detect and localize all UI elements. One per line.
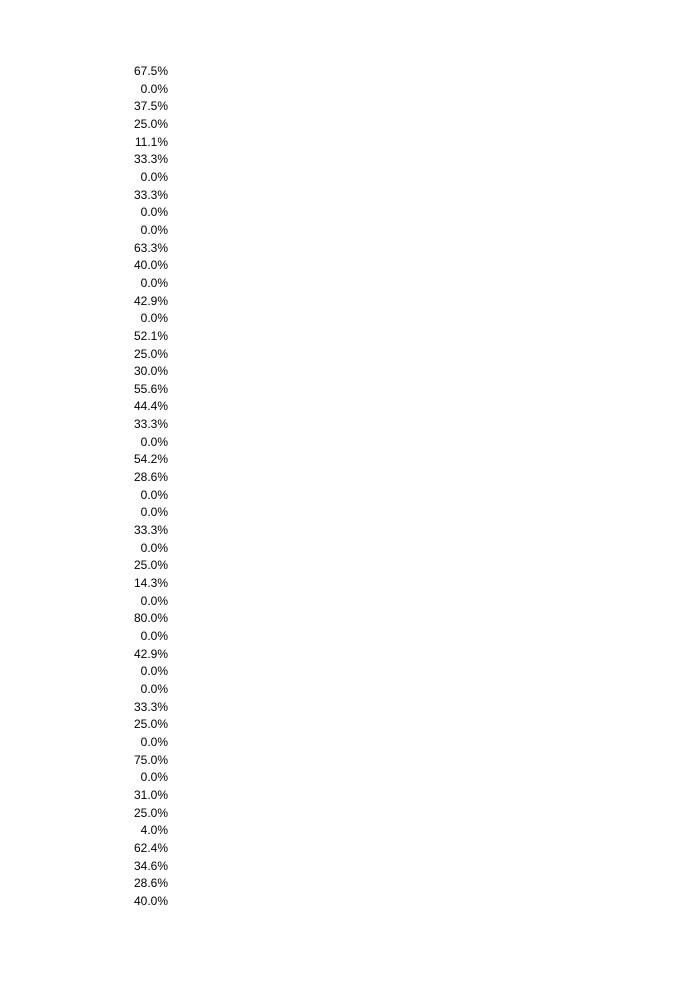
percentage-cell: 55.6% <box>133 381 168 396</box>
percentage-cell: 33.3% <box>133 152 168 167</box>
percentage-cell: 40.0% <box>133 258 168 273</box>
percentage-cell: 52.1% <box>133 328 168 343</box>
percentage-cell: 11.1% <box>134 134 168 149</box>
percentage-cell: 34.6% <box>133 858 168 873</box>
percentage-cell: 0.0% <box>140 770 168 785</box>
percentage-cell: 0.0% <box>140 222 168 237</box>
percentage-cell: 62.4% <box>133 840 168 855</box>
percentage-cell: 25.0% <box>133 805 168 820</box>
percentage-cell: 14.3% <box>133 576 168 591</box>
percentage-cell: 0.0% <box>140 593 168 608</box>
percentage-cell: 0.0% <box>140 487 168 502</box>
percentage-cell: 33.3% <box>133 699 168 714</box>
percentage-cell: 30.0% <box>133 364 168 379</box>
percentage-cell: 42.9% <box>133 293 168 308</box>
percentage-cell: 54.2% <box>133 452 168 467</box>
percentage-cell: 44.4% <box>133 399 168 414</box>
percentage-cell: 25.0% <box>133 558 168 573</box>
percentage-cell: 0.0% <box>140 540 168 555</box>
percentage-cell: 0.0% <box>140 664 168 679</box>
percentage-cell: 4.0% <box>140 823 168 838</box>
percentage-cell: 0.0% <box>140 629 168 643</box>
percentage-cell: 31.0% <box>133 787 168 802</box>
percentage-cell: 75.0% <box>133 752 168 767</box>
percentage-cell: 40.0% <box>133 893 168 908</box>
percentage-column <box>120 63 168 911</box>
percentage-cell: 0.0% <box>140 434 168 449</box>
percentage-cell: 33.3% <box>133 523 168 538</box>
percentage-cell: 0.0% <box>140 275 168 290</box>
percentage-cell: 63.3% <box>133 240 168 255</box>
percentage-cell: 80.0% <box>133 611 168 626</box>
percentage-cell: 67.5% <box>133 64 168 78</box>
percentage-cell: 0.0% <box>140 205 168 220</box>
percentage-cell: 28.6% <box>133 470 168 485</box>
percentage-cell: 0.0% <box>140 681 168 696</box>
percentage-cell: 0.0% <box>140 169 168 184</box>
percentage-cell: 33.3% <box>133 417 168 432</box>
percentage-cell: 42.9% <box>133 646 168 661</box>
percentage-cell: 25.0% <box>133 717 168 732</box>
percentage-cell: 0.0% <box>140 311 168 326</box>
percentage-cell: 0.0% <box>140 505 168 520</box>
percentage-cell: 25.0% <box>133 346 168 361</box>
percentage-cell: 37.5% <box>133 99 168 114</box>
percentage-cell: 25.0% <box>133 116 168 131</box>
percentage-cell: 0.0% <box>140 81 168 96</box>
percentage-cell: 33.3% <box>133 187 168 202</box>
percentage-cell: 0.0% <box>140 734 168 749</box>
percentage-cell: 28.6% <box>133 876 168 891</box>
